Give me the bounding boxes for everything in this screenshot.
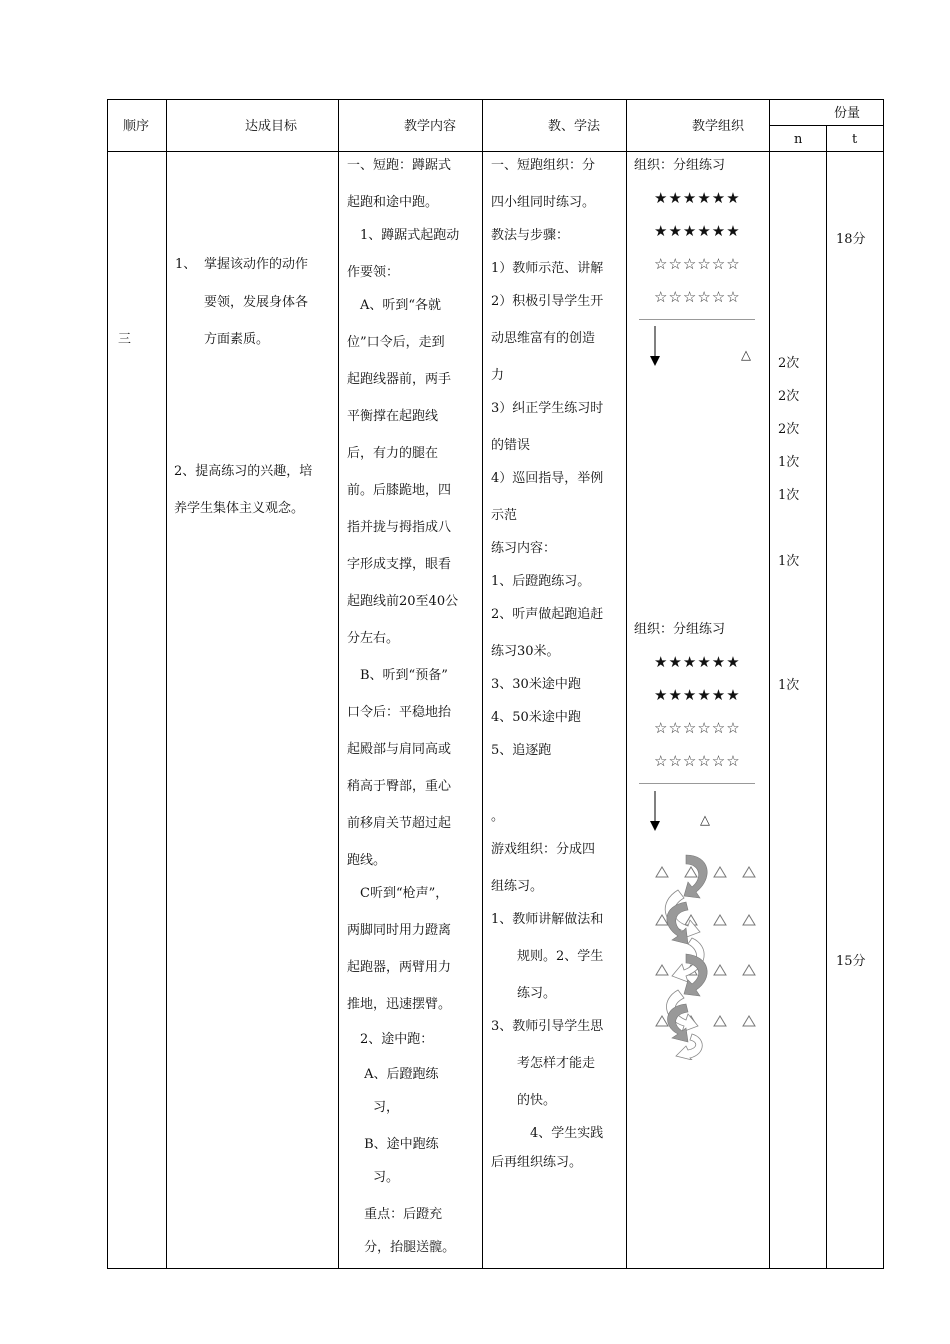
method-line: 1）教师示范、讲解 xyxy=(491,261,604,276)
content-line: 指并拢与拇指成八 xyxy=(347,520,452,535)
method-line: 的错误 xyxy=(491,438,531,453)
header-org: 教学组织 xyxy=(692,119,745,134)
content-line: 平衡撑在起跑线 xyxy=(347,409,439,424)
col-divider xyxy=(482,100,483,1268)
method-line: 组练习。 xyxy=(491,879,544,894)
header-order: 顺序 xyxy=(123,119,150,134)
col-divider xyxy=(166,100,167,1268)
hollow-stars-row: ☆☆☆☆☆☆ xyxy=(654,288,741,306)
org-label-2: 组织：分组练习 xyxy=(634,622,726,637)
method-line: 3、30米途中跑 xyxy=(491,677,581,692)
cone-marker-icon xyxy=(656,867,668,877)
method-line: 4、50米途中跑 xyxy=(491,710,581,725)
method-line: 规则。2、学生 xyxy=(491,949,604,964)
method-line: 力 xyxy=(491,368,505,383)
method-line: 4、学生实践 xyxy=(491,1126,604,1141)
content-line: 前移肩关节超过起 xyxy=(347,816,452,831)
content-line: A、听到“各就 xyxy=(347,298,442,313)
relay-game-diagram xyxy=(648,850,760,1060)
content-line: 分左右。 xyxy=(347,631,400,646)
cone-marker-icon xyxy=(656,915,668,925)
org-label-1: 组织：分组练习 xyxy=(634,158,726,173)
hollow-stars-row: ☆☆☆☆☆☆ xyxy=(654,719,741,737)
content-line: 起跑线器前，两手 xyxy=(347,372,452,387)
header-t: t xyxy=(852,132,858,147)
cone-marker-icon xyxy=(714,1016,726,1026)
n-value: 2次 xyxy=(778,389,800,404)
content-line: 位”口令后，走到 xyxy=(347,335,445,350)
method-line: 示范 xyxy=(491,508,518,523)
row-divider xyxy=(769,125,883,126)
n-value: 1次 xyxy=(778,455,800,470)
method-line: 动思维富有的创造 xyxy=(491,331,596,346)
content-line: A、后蹬跑练 xyxy=(347,1067,439,1082)
goal-1-line: 方面素质。 xyxy=(204,332,270,347)
content-line: 起跑线前20至40公 xyxy=(347,594,459,609)
method-line: 3、教师引导学生思 xyxy=(491,1019,604,1034)
teacher-marker-icon: △ xyxy=(741,348,751,363)
content-line: 口令后：平稳地抬 xyxy=(347,705,452,720)
goal-2-line: 养学生集体主义观念。 xyxy=(174,501,305,516)
goal-1-line: 掌握该动作的动作 xyxy=(204,257,309,272)
t-value: 15分 xyxy=(836,954,866,969)
method-line: 1、后蹬跑练习。 xyxy=(491,574,591,589)
content-line: 起跑器，两臂用力 xyxy=(347,960,452,975)
method-line: 考怎样才能走 xyxy=(491,1056,596,1071)
content-line: 后，有力的腿在 xyxy=(347,446,439,461)
filled-stars-row: ★★★★★★ xyxy=(654,189,741,207)
goal-1-line: 要领，发展身体各 xyxy=(204,295,309,310)
content-line: 字形成支撑，眼看 xyxy=(347,557,452,572)
n-value: 1次 xyxy=(778,554,800,569)
filled-stars-row: ★★★★★★ xyxy=(654,222,741,240)
content-line: 习。 xyxy=(347,1170,400,1185)
method-line: 游戏组织：分成四 xyxy=(491,842,596,857)
content-line: 前。后膝跪地，四 xyxy=(347,483,452,498)
method-line: 。 xyxy=(491,809,505,824)
method-line: 3）纠正学生练习时 xyxy=(491,401,604,416)
content-line: 1、蹲踞式起跑动 xyxy=(347,228,460,243)
content-line: 跑线。 xyxy=(347,853,387,868)
method-line: 后再组织练习。 xyxy=(491,1155,583,1170)
down-arrow-icon xyxy=(649,791,661,833)
method-line: 教法与步骤： xyxy=(491,228,570,243)
curved-arrow-icon xyxy=(668,1004,703,1060)
method-line: 4）巡回指导，举例 xyxy=(491,471,604,486)
filled-stars-row: ★★★★★★ xyxy=(654,686,741,704)
content-line: 作要领： xyxy=(347,265,400,280)
method-line: 练习内容： xyxy=(491,541,557,556)
col-divider xyxy=(626,100,627,1268)
header-n: n xyxy=(794,132,803,147)
method-line: 练习。 xyxy=(491,986,557,1001)
hollow-stars-row: ☆☆☆☆☆☆ xyxy=(654,752,741,770)
start-line xyxy=(639,783,755,784)
start-line xyxy=(639,319,755,320)
col-divider xyxy=(338,100,339,1268)
header-amount: 份量 xyxy=(834,106,861,121)
method-line: 一、短跑组织：分 xyxy=(491,158,596,173)
content-line: 一、短跑：蹲踞式 xyxy=(347,158,452,173)
cone-marker-icon xyxy=(656,1016,668,1026)
content-line: B、途中跑练 xyxy=(347,1137,439,1152)
content-line: 起跑和途中跑。 xyxy=(347,195,439,210)
method-line: 1、教师讲解做法和 xyxy=(491,912,604,927)
method-line: 练习30米。 xyxy=(491,644,560,659)
cone-marker-icon xyxy=(714,915,726,925)
cone-marker-icon xyxy=(743,915,755,925)
lesson-table xyxy=(107,99,884,1269)
content-line: 推地，迅速摆臂。 xyxy=(347,997,452,1012)
cone-marker-icon xyxy=(714,965,726,975)
goal-1-number: 1、 xyxy=(175,257,197,272)
section-number: 三 xyxy=(118,332,132,347)
col-divider xyxy=(769,100,770,1268)
n-value: 2次 xyxy=(778,356,800,371)
n-value: 1次 xyxy=(778,488,800,503)
content-line: 两脚同时用力蹬离 xyxy=(347,923,452,938)
header-method: 教、学法 xyxy=(548,119,601,134)
method-line: 2）积极引导学生开 xyxy=(491,294,604,309)
header-goal: 达成目标 xyxy=(245,119,298,134)
content-line: 重点：后蹬充 xyxy=(347,1207,443,1222)
method-line: 四小组同时练习。 xyxy=(491,195,596,210)
content-line: 习， xyxy=(347,1100,400,1115)
method-line: 2、听声做起跑追赶 xyxy=(491,607,604,622)
cone-marker-icon xyxy=(743,965,755,975)
down-arrow-icon xyxy=(649,326,661,368)
t-value: 18分 xyxy=(836,232,866,247)
cone-marker-icon xyxy=(743,867,755,877)
teacher-marker-icon: △ xyxy=(700,813,710,828)
n-value: 1次 xyxy=(778,678,800,693)
n-value: 2次 xyxy=(778,422,800,437)
method-line: 5、追逐跑 xyxy=(491,743,552,758)
filled-stars-row: ★★★★★★ xyxy=(654,653,741,671)
content-line: 起殿部与肩同高或 xyxy=(347,742,452,757)
header-content: 教学内容 xyxy=(404,119,457,134)
hollow-stars-row: ☆☆☆☆☆☆ xyxy=(654,255,741,273)
goal-2-line: 2、提高练习的兴趣，培 xyxy=(174,464,313,479)
col-divider xyxy=(826,126,827,1268)
row-divider xyxy=(108,151,883,152)
cone-marker-icon xyxy=(685,867,697,877)
cone-marker-icon xyxy=(656,965,668,975)
content-line: C听到“枪声”， xyxy=(347,886,449,901)
method-line: 的快。 xyxy=(491,1093,557,1108)
cone-marker-icon xyxy=(714,867,726,877)
content-line: 2、途中跑： xyxy=(347,1032,434,1047)
content-line: 稍高于臀部，重心 xyxy=(347,779,452,794)
content-line: B、听到“预备” xyxy=(347,668,448,683)
cone-marker-icon xyxy=(743,1016,755,1026)
content-line: 分，抬腿送髋。 xyxy=(347,1240,456,1255)
